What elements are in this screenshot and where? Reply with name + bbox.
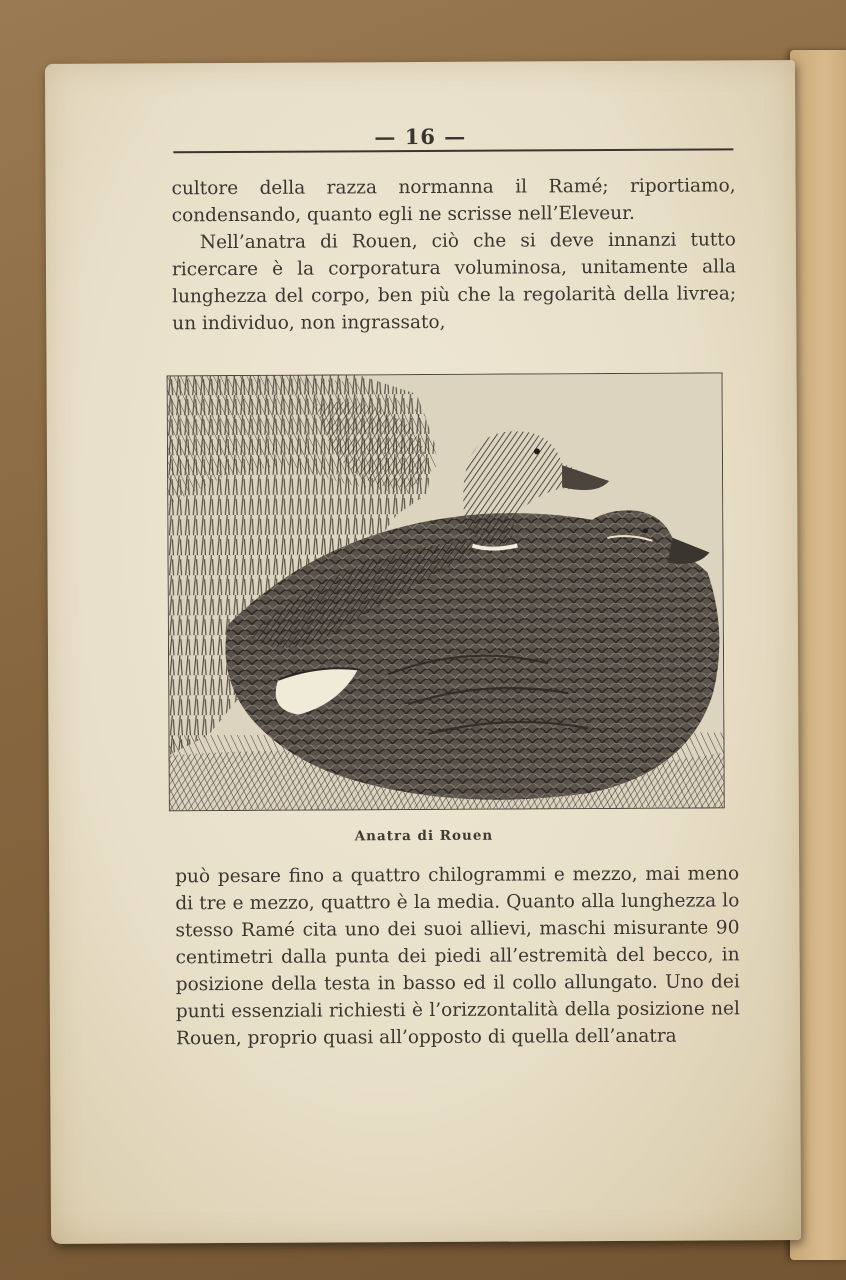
page-number: — 16 — — [374, 123, 467, 150]
paragraph-rouen-body: Nell’anatra di Rouen, ciò che si deve innanzi tutto ricercare è la corporatura voluminosa, unitamente alla lunghezza del corpo, ben più che la regolarità della livrea; un individuo, non ingrassato, — [171, 229, 737, 335]
paragraph-continuation: cultore della razza normanna il Ramé; riportiamo, condensando, quanto egli ne scrisse nell’Eleveur. — [171, 175, 736, 227]
figure-caption: Anatra di Rouen — [354, 827, 494, 845]
top-text-block — [172, 172, 737, 337]
book-page — [45, 60, 801, 1244]
bottom-text-block — [175, 860, 740, 1052]
duck-illustration — [167, 372, 725, 811]
paragraph-weight-length: può pesare fino a quattro chilogrammi e mezzo, mai meno di tre e mezzo, quattro è la media. Quanto alla lunghezza lo stesso Ramé cita uno dei suoi allievi, maschi misurante 90 centimetri dalla punta dei piedi all’estremità del becco, in posizione della testa in basso ed il collo allungato. Uno dei punti essenziali richiesti è l’orizzontalità della posizione nel Rouen, proprio quasi all’opposto di quella dell’anatra — [175, 863, 740, 1050]
